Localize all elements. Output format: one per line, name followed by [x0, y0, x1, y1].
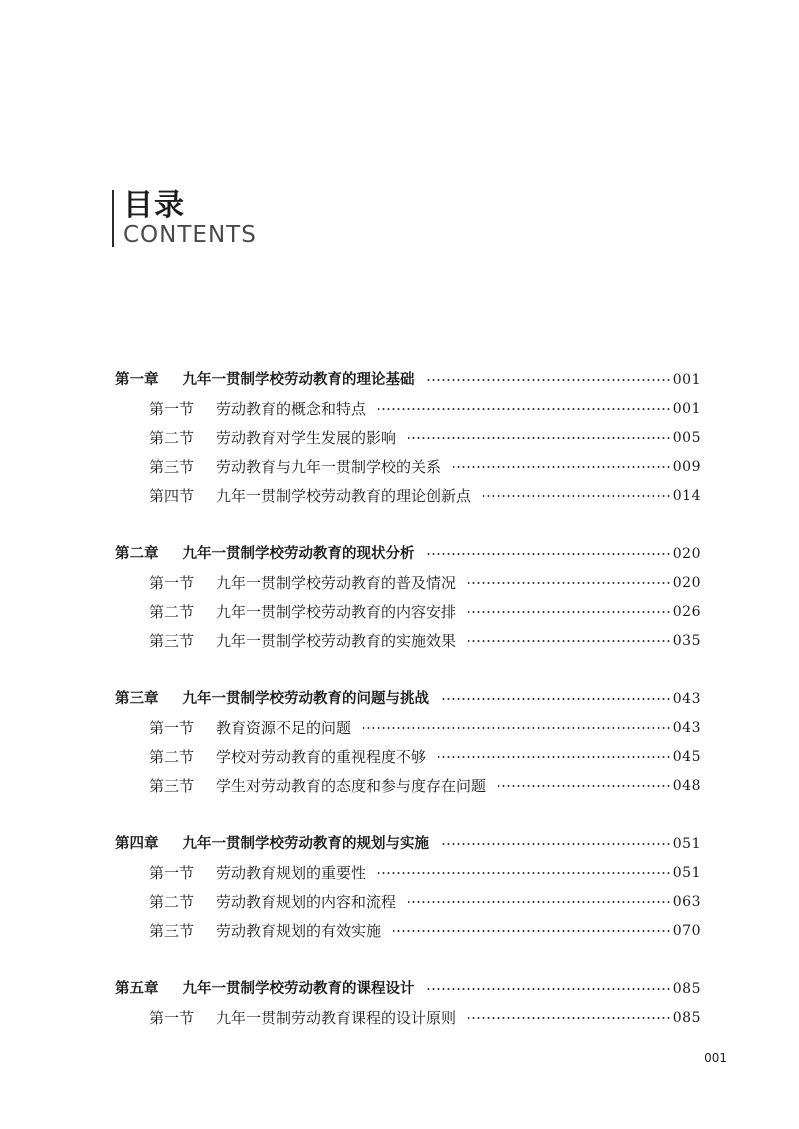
dot-leader — [468, 1013, 671, 1023]
toc-page-number: 085 — [672, 1010, 701, 1026]
section-number: 第三节 — [149, 777, 195, 795]
toc-page-number: 051 — [672, 865, 701, 881]
toc-page-number: 043 — [672, 691, 701, 707]
section-number: 第二节 — [149, 603, 195, 621]
toc-section-entry[interactable] — [0, 746, 799, 768]
dot-leader — [427, 984, 671, 994]
toc-chapter-entry[interactable] — [0, 833, 799, 855]
chapter-title: 九年一贯制学校劳动教育的规划与实施 — [182, 836, 429, 852]
toc-section-entry[interactable] — [0, 572, 799, 594]
toc-page-number: 070 — [672, 923, 701, 939]
toc-entry-label — [149, 746, 426, 768]
dot-leader — [498, 781, 671, 791]
dot-leader — [378, 868, 671, 878]
toc-entry-label — [149, 630, 456, 652]
section-title: 九年一贯制学校劳动教育的普及情况 — [216, 574, 457, 592]
section-number: 第三节 — [149, 922, 195, 940]
toc-chapter-entry[interactable] — [0, 369, 799, 391]
section-title: 劳动教育的概念和特点 — [216, 400, 367, 418]
toc-entry-label — [149, 456, 441, 478]
dot-leader — [468, 607, 671, 617]
toc-page-number: 020 — [672, 546, 701, 562]
section-number: 第一节 — [149, 719, 195, 737]
toc-page-number: 001 — [672, 401, 701, 417]
section-number: 第四节 — [149, 487, 195, 505]
toc-entry-label — [149, 427, 396, 449]
chapter-number: 第三章 — [115, 691, 159, 707]
section-title: 劳动教育规划的有效实施 — [216, 922, 382, 940]
dot-leader — [441, 839, 671, 849]
section-number: 第一节 — [149, 400, 195, 418]
title-chinese: 目录 — [123, 188, 185, 223]
toc-entry-label — [149, 572, 456, 594]
section-number: 第二节 — [149, 748, 195, 766]
toc-chapter-entry[interactable] — [0, 978, 799, 1000]
toc-section-entry[interactable] — [0, 920, 799, 942]
toc-page-number: 005 — [672, 430, 701, 446]
title-english: CONTENTS — [123, 222, 257, 248]
toc-section-entry[interactable] — [0, 891, 799, 913]
toc-section-entry[interactable] — [0, 601, 799, 623]
chapter-title: 九年一贯制学校劳动教育的问题与挑战 — [182, 691, 429, 707]
toc-entry-label — [149, 862, 366, 884]
section-number: 第三节 — [149, 632, 195, 650]
dot-leader — [363, 723, 671, 733]
section-number: 第一节 — [149, 864, 195, 882]
dot-leader — [453, 462, 671, 472]
toc-entry-label — [149, 601, 456, 623]
toc-page-number: 009 — [672, 459, 701, 475]
section-title: 九年一贯制劳动教育课程的设计原则 — [216, 1009, 457, 1027]
chapter-title: 九年一贯制学校劳动教育的课程设计 — [182, 981, 415, 997]
dot-leader — [427, 375, 671, 385]
section-number: 第二节 — [149, 893, 195, 911]
toc-entry-label — [149, 775, 486, 797]
section-title: 学生对劳动教育的态度和参与度存在问题 — [216, 777, 487, 795]
toc-section-entry[interactable] — [0, 485, 799, 507]
toc-entry-label — [115, 543, 415, 565]
section-number: 第三节 — [149, 458, 195, 476]
toc-entry-label — [149, 1007, 456, 1029]
dot-leader — [408, 897, 671, 907]
toc-section-entry[interactable] — [0, 862, 799, 884]
toc-entry-label — [149, 717, 351, 739]
toc-chapter-entry[interactable] — [0, 688, 799, 710]
toc-section-entry[interactable] — [0, 398, 799, 420]
toc-page-number: 043 — [672, 720, 701, 736]
section-title: 劳动教育对学生发展的影响 — [216, 429, 397, 447]
contents-heading — [112, 190, 257, 247]
toc-page-number: 051 — [672, 836, 701, 852]
toc-page-number: 014 — [672, 488, 701, 504]
toc-page-number: 035 — [672, 633, 701, 649]
section-title: 劳动教育规划的重要性 — [216, 864, 367, 882]
toc-entry-label — [115, 978, 415, 1000]
dot-leader — [441, 694, 671, 704]
toc-section-entry[interactable] — [0, 456, 799, 478]
dot-leader — [408, 433, 671, 443]
toc-page-number: 020 — [672, 575, 701, 591]
section-title: 教育资源不足的问题 — [216, 719, 352, 737]
toc-section-entry[interactable] — [0, 427, 799, 449]
toc-section-entry[interactable] — [0, 1007, 799, 1029]
dot-leader — [438, 752, 671, 762]
section-number: 第二节 — [149, 429, 195, 447]
section-title: 劳动教育与九年一贯制学校的关系 — [216, 458, 442, 476]
toc-page-number: 045 — [672, 749, 701, 765]
dot-leader — [468, 578, 671, 588]
chapter-number: 第二章 — [115, 546, 159, 562]
toc-chapter-entry[interactable] — [0, 543, 799, 565]
section-number: 第一节 — [149, 574, 195, 592]
chapter-title: 九年一贯制学校劳动教育的理论基础 — [182, 372, 415, 388]
chapter-title: 九年一贯制学校劳动教育的现状分析 — [182, 546, 415, 562]
toc-entry-label — [149, 920, 381, 942]
dot-leader — [393, 926, 671, 936]
toc-page-number: 048 — [672, 778, 701, 794]
toc-section-entry[interactable] — [0, 775, 799, 797]
toc-section-entry[interactable] — [0, 717, 799, 739]
section-title: 劳动教育规划的内容和流程 — [216, 893, 397, 911]
toc-page-number: 026 — [672, 604, 701, 620]
toc-entry-label — [149, 485, 471, 507]
chapter-number: 第五章 — [115, 981, 159, 997]
toc-page-number: 001 — [672, 372, 701, 388]
toc-entry-label — [115, 833, 429, 855]
dot-leader — [378, 404, 671, 414]
dot-leader — [468, 636, 671, 646]
section-number: 第一节 — [149, 1009, 195, 1027]
chapter-number: 第四章 — [115, 836, 159, 852]
page-number: 001 — [704, 1051, 727, 1065]
toc-entry-label — [149, 398, 366, 420]
section-title: 九年一贯制学校劳动教育的实施效果 — [216, 632, 457, 650]
toc-section-entry[interactable] — [0, 630, 799, 652]
dot-leader — [427, 549, 671, 559]
chapter-number: 第一章 — [115, 372, 159, 388]
toc-entry-label — [149, 891, 396, 913]
section-title: 九年一贯制学校劳动教育的内容安排 — [216, 603, 457, 621]
toc-page-number: 063 — [672, 894, 701, 910]
section-title: 学校对劳动教育的重视程度不够 — [216, 748, 427, 766]
section-title: 九年一贯制学校劳动教育的理论创新点 — [216, 487, 472, 505]
dot-leader — [483, 491, 671, 501]
toc-entry-label — [115, 369, 415, 391]
toc-page-number: 085 — [672, 981, 701, 997]
toc-entry-label — [115, 688, 429, 710]
